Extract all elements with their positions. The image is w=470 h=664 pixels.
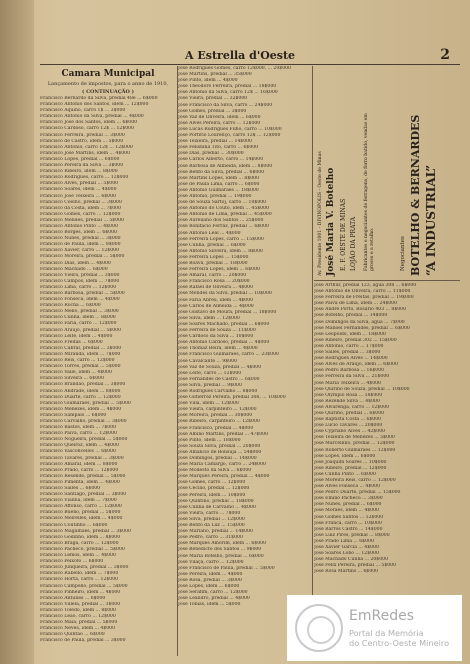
ad-address: Av. Presidente 1001 - DIVINOPOLIS - Oeste de Minas: [318, 151, 323, 276]
list-item: Francisco Amaral, idem ... 8$000: [40, 461, 118, 467]
list-item: José Lucio Tavares ... 20$000: [314, 423, 383, 429]
list-item: José Vieira, predial ... 32$000: [178, 96, 248, 102]
list-item: José Gomes Santos ... 12$000: [314, 514, 384, 520]
list-item: José Olympio Rosa ... 18$000: [314, 392, 383, 398]
tax-list: [40, 96, 176, 644]
list-item: Francisco Duarte, carro ... 12$000: [40, 394, 121, 400]
list-item: Francisco Alves, predial ... 5$000: [40, 181, 119, 187]
list-item: Francisco Pinheiro, idem ... 4$000: [40, 589, 121, 595]
list-item: José Martins, predial ... 35$000: [178, 72, 252, 78]
list-item: José Alves de Araujo, idem ... 6$000: [314, 362, 398, 368]
list-item: José Antonio, carro ... 17$000: [314, 343, 384, 349]
list-item: José Antonio Guimarães ... 18$000: [178, 187, 259, 193]
list-item: José Souza Silva, predial ... 20$000: [178, 443, 261, 449]
list-item: José Domingos da Silva, agua ... 7$000: [314, 319, 405, 325]
list-item: Francisco Vieira, predial ... 3$000: [40, 272, 120, 278]
list-item: Francisco Jose Teixeira ... 6$000: [40, 193, 116, 199]
list-item: Francisco Toledo, idem ... 8$000: [40, 607, 116, 613]
list-item: José Rosa, predial ... 3$000: [178, 577, 242, 583]
list-item: José Francisco de Paula, predial ... 5$000: [178, 565, 275, 571]
list-item: Francisco Neves, idem ... 4$000: [40, 626, 116, 632]
list-item: José Silva, predial ... 9$000: [178, 382, 242, 388]
list-item: Francisco Campos, idem ... 7$000: [40, 278, 120, 284]
section-subtitle: Lançamento de impostos, para o anno de 1910,: [47, 81, 169, 87]
list-item: Francisco Campello, predial ... 5$000: [40, 583, 128, 589]
list-item: José Antonio de Lima, predial ... 45$000: [178, 212, 272, 218]
list-item: José Pinto, idem ... 18$000: [178, 437, 241, 443]
list-item: José Amaral, carro ... 20$000: [178, 273, 247, 279]
list-item: José Gomes, predial ... 3$000: [178, 108, 247, 114]
list-item: Francisco Mello, predial ... 3$000: [40, 309, 119, 315]
list-item: José Francisco, predial ... 4$000: [178, 425, 254, 431]
list-item: Francisco Vianna, idem ... 7$000: [40, 498, 117, 504]
list-item: José Barbosa de Almeida, idem ... 8$000: [178, 163, 273, 169]
list-item: José Nunes, predial ... 6$000: [314, 502, 382, 508]
list-item: Francisco Araujo, predial ... 5$000: [40, 327, 121, 333]
list-item: José Martins Lopes, idem ... 8$000: [178, 175, 260, 181]
list-item: Francisco Soares, idem ... 4$000: [40, 187, 117, 193]
header-rule: [40, 64, 460, 65]
list-item: Francisco Silveira ... 6$000: [40, 376, 104, 382]
list-item: Francisco Mendes, predial ... 5$000: [40, 217, 124, 223]
emredes-watermark: [287, 595, 462, 661]
list-item: José Gustavo de Moura, predial ... 18$000: [178, 309, 277, 315]
list-item: José Quintino, predial ... 18$000: [178, 498, 254, 504]
list-item: José Cunha, predial ... 6$000: [178, 242, 246, 248]
list-item: Francisco Resende, predial ... 5$000: [40, 473, 126, 479]
list-item: Francisco Machado ... 6$000: [40, 266, 108, 272]
list-item: José Marques Amorim, idem ... 6$000: [178, 541, 266, 547]
list-item: Francisco Cardoso, carro 12$ ... 12$000: [40, 126, 135, 132]
list-item: José Bento da Silva, predial ... 6$000: [178, 169, 265, 175]
list-item: José Joaquim Soares ... 10$000: [314, 459, 387, 465]
list-item: José Machado Cunha ... 20$000: [314, 557, 388, 563]
list-item: José Moreira Reis, carro ... 12$000: [314, 478, 396, 483]
list-item: Francisco Cabral, predial ... 3$000: [40, 345, 122, 351]
list-item: Francisco Barbosa, predial ... 5$000: [40, 291, 125, 296]
list-item: José André Porto, Rosario 403 ... 8$000: [314, 307, 407, 313]
list-item: Francisco Coelho, predial ... 3$000: [40, 199, 122, 205]
list-item: Francisco Rabello, idem ... 7$000: [40, 571, 119, 577]
list-item: Francisco Pimenta, idem ... 4$000: [40, 479, 120, 485]
list-item: Francisco Antonio, carro 12$ ... 12$000: [40, 144, 133, 150]
list-item: José Villa, idem ... 12$000: [178, 401, 239, 407]
list-item: José Teixeira, predial ... 14$000: [178, 139, 252, 145]
list-item: Francisco Godinho, idem ... 8$000: [40, 534, 121, 540]
list-item: Francisco Quintão ... 6$000: [40, 632, 105, 638]
list-item: José Ferreira de Freitas, predial ... 19$000: [314, 295, 414, 301]
list-item: Francisco Bueno, predial ... 5$000: [40, 510, 121, 516]
list-item: Francisco Rocha ... 6$000: [40, 303, 101, 309]
list-item: José Manoel Fernandes, predial ... 6$000: [314, 325, 410, 331]
list-item: José Marques Pereira, predial ... 4$000: [178, 474, 270, 480]
column-1: [40, 66, 176, 656]
list-item: José Felix Pereira, predial ... 5$000: [314, 563, 397, 569]
list-item: José Rodrigues Carvalho ... 8$000: [178, 388, 258, 394]
list-item: Francisco Tavares, predial ... 3$000: [40, 455, 124, 461]
list-item: José Vieira, carro ... 7$000: [178, 510, 241, 516]
list-item: Francisco Lima, carro ... 12$000: [40, 284, 117, 290]
list-item: José Botelho, predial ... 14$000: [314, 313, 388, 319]
list-item: José Felisbina Tito, carro ... 6$000: [178, 145, 259, 151]
list-item: José Antonio, predial ... 19$000: [178, 193, 252, 199]
list-item: José Leite, carro ... 12$000: [178, 370, 242, 376]
list-item: Francisco Pereira da Silva ... 3$000: [40, 163, 124, 169]
list-item: José Francisco da Silva, carro ... 24$000: [178, 102, 273, 108]
section-title: Camara Municipal: [61, 69, 155, 79]
list-item: José Bonifacio Ferraz, predial ... 6$000: [178, 224, 269, 230]
list-item: José Francisco Rosa ... 20$000: [178, 279, 250, 285]
list-item: Francisco Guimarães, predial ... 5$000: [40, 400, 131, 406]
list-item: José Tobias, idem ... 5$000: [178, 602, 241, 608]
list-item: José Ribeiro, predial 302 ... 15$000: [314, 337, 397, 343]
list-item: Francisco Peixoto ... 6$000: [40, 559, 104, 565]
list-item: José Soares Lobo ... 12$000: [314, 551, 379, 557]
list-item: José Ferreira Lopes ... 15$000: [178, 254, 249, 260]
list-item: José Vieira, carpinteiro ... 12$000: [178, 407, 257, 413]
list-item: José Arthur, predial 123, agua 308 ... 6$000: [314, 283, 417, 288]
list-item: José Antonio Silveira, idem ... 8$000: [178, 248, 263, 254]
list-item: José Silva, predial ... 12$000: [178, 516, 245, 522]
list-item: José Franca, carro ... 10$000: [314, 520, 382, 526]
list-item: José Cunha de Carvalho ... 4$000: [178, 504, 256, 510]
advertisement: [314, 66, 460, 281]
list-item: Francisco Lemos, idem ... 4$000: [40, 553, 116, 559]
list-item: Francisco Jose Martins, idem ... 4$000: [40, 150, 131, 156]
list-item: Francisco Fonseca, idem ... 4$000: [40, 297, 120, 303]
list-item: José Faria Abreu, idem ... 4$000: [178, 297, 254, 303]
list-item: Francisco Braga, carro ... 12$000: [40, 540, 119, 546]
list-item: José Alvarenga, carro ... 12$000: [314, 404, 390, 410]
list-item: José Rezende Silva ... 4$000: [314, 398, 380, 404]
list-item: Francisco Freitas ... 6$000: [40, 339, 103, 345]
list-item: José Antonio da Silva, carro 12$ ... 16$000: [178, 90, 278, 96]
list-item: José Cecilio, predial ... 12$000: [178, 486, 250, 492]
list-item: José de Paula Lima, carro ... 6$000: [178, 181, 260, 187]
list-item: Francisco Lopes, predial ... 6$000: [40, 156, 120, 162]
list-item: José Ferreira Lopes, carro ... 15$000: [178, 236, 264, 242]
list-item: José Moraes, idem ... 4$000: [314, 508, 379, 514]
list-item: José Dias, predial ... 30$000: [178, 151, 244, 157]
list-item: Francisco Cunha, idem ... 8$000: [40, 315, 116, 321]
ad-subtitle: Negociantes: [400, 236, 406, 271]
list-item: Francisco Carvalho, predial ... 3$000: [40, 418, 127, 424]
list-item: Francisco Dias, idem ... 4$000: [40, 260, 111, 266]
list-item: José Leandro, predial ... 4$000: [178, 596, 250, 602]
list-item: José Pereira, idem ... 10$000: [178, 492, 246, 498]
list-item: Francisco Aquino, carro 1$ ... 3$000: [40, 108, 126, 114]
list-item: Francisco Bastos, idem ... 7$000: [40, 425, 117, 431]
list-item: José Pedro Duarte, predial ... 15$000: [314, 490, 401, 496]
list-item: Francisco Gomes, carro ... 12$000: [40, 211, 121, 217]
column-3: [314, 283, 460, 583]
list-item: José Pereira, idem ... 4$000: [178, 571, 243, 577]
list-item: Francisco Prado, carro ... 12$000: [40, 467, 119, 473]
list-item: José Mariano, predial ... 14$000: [178, 529, 253, 535]
list-item: José Lucas Rodrigues Filho, carro ... 10$000: [178, 126, 282, 132]
list-item: Francisco Salles ... 6$000: [40, 486, 101, 491]
list-item: Francisco Nogueira, predial ... 5$000: [40, 437, 128, 443]
list-item: Francisco Antonio dos Santos, idem ... 12$000: [40, 102, 149, 108]
list-item: Francisco Magalhães, predial ... 3$000: [40, 528, 131, 534]
list-item: José Luiz Pires, predial ... 8$000: [314, 532, 390, 538]
list-item: José Maria Teixeira ... 4$000: [314, 380, 381, 386]
list-item: José Rafael de Oliveira ... 4$000: [178, 285, 253, 291]
list-item: José Rodrigues Alves ... 14$000: [314, 356, 388, 362]
list-item: José Baptista Costa ... 6$000: [314, 417, 382, 423]
ad-description: Fabricantes e negociantes de ferragens, de ferro batido, vendas em grosso e a retalho.: [364, 113, 375, 271]
list-item: José Gomes, carro ... 12$000: [178, 480, 246, 486]
list-item: José Salles, predial ... 3$000: [314, 350, 381, 356]
list-item: Francisco Andrade, idem ... 8$000: [40, 388, 121, 394]
list-item: Francisco Paiva, carro ... 12$000: [40, 431, 117, 437]
list-item: José Domingos, predial ... 14$000: [178, 456, 257, 461]
list-item: José Maria Botelho, predial ... 6$000: [178, 553, 264, 559]
watermark-name: EmRedes: [349, 608, 414, 624]
list-item: Francisco Coutinho ... 6$000: [40, 522, 108, 528]
list-item: José Vaz de Oliveira, idem ... 6$000: [178, 114, 261, 120]
list-item: Francisco Valle, idem ... 4$000: [40, 370, 112, 376]
list-item: Francisco Santiago, predial ... 3$000: [40, 492, 127, 498]
list-item: José Cunha Pinto ... 6$000: [314, 471, 376, 477]
list-item: José Francisco Guimarães, carro ... 23$000: [178, 352, 279, 358]
list-item: José Ferreira da Silva ... 21$000: [314, 374, 390, 380]
list-item: Francisco Miranda, idem ... 7$000: [40, 351, 121, 357]
list-item: Francisco Torres, predial ... 5$000: [40, 364, 121, 370]
ad-owner: José Maria V. Botelho: [326, 167, 336, 276]
list-item: José Modesto da Silva ... 6$000: [178, 468, 252, 474]
list-item: José Carlos de Almeida ... 4$000: [178, 303, 254, 309]
ad-railway: E. F. OESTE DE MINAS: [340, 198, 347, 271]
list-item: Francisco Moreira, predial ... 5$000: [40, 254, 125, 260]
list-item: José Marcellino, predial ... 12$000: [314, 441, 395, 447]
list-item: José Alves Pereira, carro ... 12$000: [178, 120, 261, 126]
list-item: Francisco Borges, idem ... 6$000: [40, 230, 117, 236]
list-item: José Antonio Leal ... 4$000: [178, 230, 241, 236]
list-item: Francisco Horta, carro ... 12$000: [40, 577, 119, 583]
column-divider: [312, 66, 313, 656]
tax-list: [314, 283, 460, 576]
list-item: José Moreira, predial ... 30$000: [178, 413, 253, 419]
list-item: Francisco Leite, idem ... 4$000: [40, 333, 113, 339]
list-item: Francisco Bernardo da Silva, predial 48é ... 6$000: [40, 96, 158, 101]
list-item: José Paiva de Lima, idem ... 24$000: [314, 301, 398, 307]
list-item: Francisco Jose dos Santos, idem ... 6$000: [40, 120, 138, 126]
list-item: José Soares Machado, predial ... 6$000: [178, 321, 270, 327]
list-item: Francisco Nunes, predial ... 3$000: [40, 236, 121, 242]
list-item: José Theodoro Ferreira, predial ... 18$000: [178, 84, 277, 90]
list-item: José Xavier Garcia ... 4$000: [314, 545, 379, 551]
page-number: 2: [440, 47, 450, 63]
tax-list: [178, 66, 312, 608]
list-item: Francisco Faria, carro ... 12$000: [40, 321, 117, 327]
list-item: Francisco Antunes ... 6$000: [40, 595, 106, 601]
list-item: Francisco Leão, carro ... 12$000: [40, 613, 116, 619]
list-item: José Emilio Pacheco ... 3$000: [314, 496, 383, 502]
list-item: José Pinto, idem ... 4$000: [178, 78, 238, 84]
list-item: José Antonio do Couto, idem ... 45$000: [178, 206, 269, 212]
list-item: José Amancio de Bonsuja ... 54$000: [178, 449, 262, 455]
page-header: [40, 49, 460, 65]
list-item: José Bento da Luz ... 15$000: [178, 523, 245, 529]
list-item: José Cardoso da Silva ... 10$000: [178, 334, 254, 340]
list-item: José Vilaça, carro ... 12$000: [178, 559, 244, 565]
list-item: José Mendes da Silva, predial ... 10$000: [178, 291, 272, 297]
list-item: José Serafim, carro ... 12$000: [178, 590, 248, 596]
list-item: José Aureliano dos Santos ... 25$000: [178, 218, 264, 224]
list-item: José Thomaz Beira, idem ... 4$000: [178, 346, 258, 352]
list-item: José Cavalcante ... 9$000: [178, 358, 237, 364]
list-item: José Ferreira de Souza ... 11$000: [178, 328, 256, 334]
list-item: Francisco Vasconcellos ... 6$000: [40, 449, 116, 455]
list-item: José Antonio Cardoso, predial ... 4$000: [178, 340, 270, 346]
list-item: José Porfirio Lourenço, carro 12$ ... 12$000: [178, 133, 281, 139]
column-2: [178, 66, 312, 656]
list-item: José Quirino, predial ... 6$000: [314, 410, 385, 416]
list-item: Francisco Antonio Pinto ... 4$000: [40, 223, 118, 229]
list-item: José Rodrigues Gomes, carro 12$000, ... 20$000: [178, 66, 291, 71]
list-item: Francisco Affonso, carro ... 12$000: [40, 504, 122, 510]
list-item: José Carlos Alberto, carro ... 14$000: [178, 157, 264, 163]
list-item: José Quirino de Souza, predial ... 10$000: [314, 386, 410, 392]
list-item: José Roberto Guimarães ... 12$000: [314, 447, 396, 453]
list-item: José Pedro, carro ... 31$000: [178, 535, 243, 541]
list-item: José Fernandes de Castro ... 6$000: [178, 376, 260, 382]
list-item: José Lopes, idem ... 6$000: [314, 453, 376, 459]
list-item: José Ribeiro, predial ... 12$000: [314, 465, 387, 471]
list-item: José Ferreira Lopes, idem ... 6$000: [178, 267, 260, 273]
list-item: José Barros Castro ... 14$000: [314, 526, 383, 532]
list-item: José Maria Camargo, carro ... 24$000: [178, 462, 266, 468]
list-item: Francisco Pacheco, predial ... 5$000: [40, 546, 125, 552]
list-item: José Rosa Martins ... 6$000: [314, 569, 379, 575]
list-item: José Silva, idem ... 12$000: [178, 315, 240, 321]
newspaper-title: A Estrella d'Oeste: [185, 49, 296, 62]
watermark-tagline-2: do Centro-Oeste Mineiro: [349, 638, 450, 648]
list-item: José Prado Lima ... 6$000: [314, 538, 374, 544]
ad-shop: LOJÃO DA PRATA: [350, 216, 357, 271]
list-item: José Antonio de Oliveira, carro ... 11$000: [314, 289, 411, 295]
list-item: José Teixeira de Menezes ... 5$000: [314, 435, 395, 441]
list-item: José Benedicto dos Santos ... 9$000: [178, 547, 262, 553]
list-item: José Boava, predial ... 18$000: [178, 261, 248, 266]
list-item: José Leopoldo, idem ... 18$000: [314, 331, 386, 337]
list-item: Francisco Xavier, carro ... 12$000: [40, 248, 119, 254]
list-item: José Lopes, idem ... 6$000: [178, 583, 240, 589]
list-item: Francisco Rodrigues, carro ... 12$000: [40, 175, 129, 181]
list-item: Francisco Ferreira, predial ... 3$000: [40, 132, 125, 138]
list-item: José Vaz de Souza, predial ... 4$000: [178, 364, 262, 370]
list-item: Francisco Junqueira, predial ... 3$000: [40, 565, 129, 571]
list-item: José Ribeiro, carpinteiro ... 12$000: [178, 419, 260, 425]
list-item: Francisco Brandão, predial ... 3$000: [40, 382, 126, 388]
section-continuation: ( CONTINUAÇÃO ): [81, 89, 135, 95]
ad-company: BOTELHO & BERNARDES: [409, 114, 422, 276]
list-item: José Alves Fonseca ... 4$000: [314, 484, 381, 490]
list-item: Francisco Sampaio ... 6$000: [40, 412, 107, 418]
list-item: Francisco Maia, predial ... 5$000: [40, 620, 118, 626]
list-item: Francisco Villela, predial ... 3$000: [40, 601, 121, 607]
list-item: Francisco Menezes, idem ... 4$000: [40, 406, 122, 412]
list-item: José Pedro Barbosa ... 16$000: [314, 368, 385, 374]
list-item: Francisco Meirelles, idem ... 4$000: [40, 516, 123, 522]
emredes-logo-icon: [295, 604, 343, 652]
list-item: Francisco de Paula, idem ... 8$000: [40, 242, 121, 248]
watermark-tagline-1: Portal da Memória: [349, 628, 424, 638]
list-item: Francisco Queiroz, idem ... 4$000: [40, 443, 119, 449]
list-item: Francisco de Castro, idem ... 5$000: [40, 138, 124, 144]
list-item: Francisco Reis, carro ... 12$000: [40, 358, 115, 364]
list-item: José Cypriano Alves ... 42$000: [314, 429, 386, 435]
list-item: José Albino Martins, predial ... 47$000: [178, 431, 269, 437]
list-item: José de Souza Sartoj, carro ... 10$000: [178, 200, 267, 206]
list-item: Francisco da Costa, idem ... 7$000: [40, 205, 121, 211]
list-item: Francisco Antonio da Silva, predial ... 4$000: [40, 114, 144, 120]
watermark-tagline: [349, 628, 459, 648]
list-item: José Gutierrez Pereira, predial 308, ... 10$000: [178, 395, 286, 401]
list-item: Francisco de Paula, predial ... 3$000: [40, 638, 126, 644]
list-item: Francisco Ribeiro, idem ... 8$000: [40, 169, 118, 175]
ad-title: “A INDUSTRIAL”: [424, 164, 438, 276]
